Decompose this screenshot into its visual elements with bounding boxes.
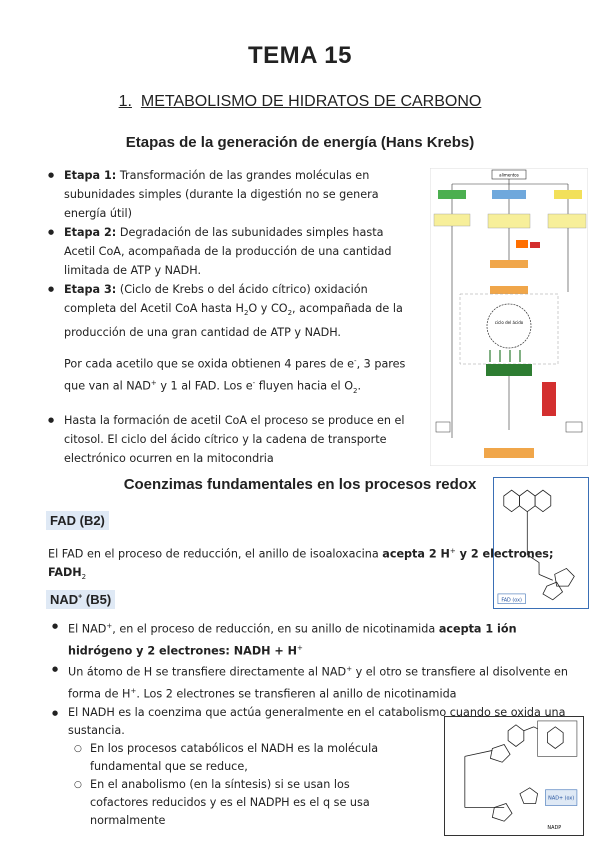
superscript: + <box>106 622 113 630</box>
superscript: + <box>130 687 137 696</box>
stage-label: Etapa 2: <box>64 226 117 239</box>
stage-text: , acompañada de la producción de una gran cantidad de ATP y NADH. <box>64 302 403 340</box>
section-label: METABOLISMO DE HIDRATOS DE CARBONO <box>140 93 482 110</box>
stage-text: (Ciclo de Krebs o del ácido cítrico) oxidación completa del Acetil CoA hasta H <box>64 283 368 315</box>
fats-box <box>554 190 582 199</box>
stage-2 <box>48 223 413 280</box>
item-text: , en el proceso de reducción, en su anillo de nicotinamida <box>112 622 439 636</box>
note-text: , 3 pares que van al NAD <box>64 357 406 393</box>
electron-transport-box <box>486 364 532 376</box>
note-text: y 1 al FAD. Los e <box>156 379 253 393</box>
nadp-label: NADP <box>547 825 562 832</box>
fatty-acids-box <box>548 214 586 228</box>
stage-3 <box>48 280 413 342</box>
acetyl-note <box>48 352 413 401</box>
note-text: . <box>357 379 362 393</box>
section-number: 1. <box>118 93 132 110</box>
waste-box <box>484 448 534 458</box>
subscript: 2 <box>287 309 293 318</box>
superscript: - <box>354 357 357 366</box>
nadh-box <box>530 242 540 248</box>
acetyl-coa-box <box>490 286 528 294</box>
nad-subitem-2: ○ En el anabolismo (en la síntesis) si se usan los cofactores reducidos y es el NADPH es el q se usa normalmente <box>52 776 402 830</box>
nad-heading <box>46 590 115 609</box>
note-text: fluyen hacia el O <box>255 379 354 393</box>
fad-paragraph <box>48 542 568 586</box>
phosphate-chain <box>465 750 504 807</box>
amino-acids-box <box>434 214 470 226</box>
metabolism-diagram <box>430 168 588 466</box>
superscript: + <box>449 547 456 555</box>
ribose-ring <box>490 745 510 763</box>
ribose-ring <box>492 804 512 822</box>
nad-heading-tail: (B5) <box>82 592 112 607</box>
adenine-ring <box>520 788 538 804</box>
stage-label: Etapa 3: <box>64 283 117 296</box>
fad-bold: y 2 electrones; FADH <box>48 547 554 579</box>
sugars-box <box>488 214 530 228</box>
nad-label: NAD+ (ox) <box>548 795 575 802</box>
subscript: 2 <box>243 309 249 318</box>
isoalloxazine-ring <box>535 490 551 512</box>
polysaccharides-box <box>492 190 526 199</box>
nad-heading-text: NAD <box>50 592 79 607</box>
item-text: y el otro se transfiere al disolvente en forma de H <box>68 666 568 701</box>
fad-text: El FAD en el proceso de reducción, el anillo de isoaloxacina <box>48 547 383 561</box>
note-text: Por cada acetilo que se oxida obtienen 4 pares de e <box>64 357 355 371</box>
section-title <box>0 93 600 111</box>
isoalloxazine-ring <box>504 490 520 512</box>
fad-bold: acepta 2 H <box>382 547 450 561</box>
stages-heading: Etapas de la generación de energía (Hans Krebs) <box>125 134 475 151</box>
superscript: + <box>297 643 303 652</box>
item-text: Un átomo de H se transfiere directamente al NAD <box>68 666 347 680</box>
pyruvate-box <box>490 260 528 268</box>
superscript: + <box>346 665 353 674</box>
item-bold: acepta 1 ión hidrógeno y 2 electrones: NADH + H <box>68 622 517 658</box>
item-text: El NAD <box>68 622 107 636</box>
fad-label: FAD (ox) <box>501 597 522 604</box>
nad-subitem-1: ○ En los procesos catabólicos el NADH es la molécula fundamental que se reduce, <box>52 740 402 776</box>
nadh-inset <box>538 721 577 756</box>
coenzymes-heading: Coenzimas fundamentales en los procesos redox <box>123 476 477 493</box>
nicotinamide-ring <box>508 725 524 747</box>
item-text: . Los 2 electrones se transfieren al anillo de nicotinamida <box>136 687 457 701</box>
isoalloxazine-ring <box>519 490 535 512</box>
cytosol-note: ● Hasta la formación de acetil CoA el proceso se produce en el citosol. El ciclo del ácido cítrico y la cadena de transporte electrónico ocurren en la mitocondria <box>48 411 413 468</box>
subscript: 2 <box>81 572 87 581</box>
page-title: TEMA 15 <box>248 42 352 69</box>
nad-item-1 <box>52 617 572 660</box>
stage-text: Transformación de las grandes moléculas en subunidades simples (durante la digestión no se genera energía útil) <box>64 169 379 220</box>
fad-heading: FAD (B2) <box>46 511 109 530</box>
proteins-box <box>438 190 466 199</box>
atp-output-box <box>542 382 556 416</box>
nad-item-3: ● El NADH es la coenzima que actúa generalmente en el catabolismo cuando se oxida una sustancia. <box>52 704 572 740</box>
superscript: + <box>150 378 157 387</box>
superscript: + <box>78 593 83 601</box>
co2-box <box>566 422 582 432</box>
nad-structure-figure <box>444 716 584 836</box>
nad-item-2 <box>52 660 572 703</box>
nh3-box <box>436 422 450 432</box>
atp-box <box>516 240 528 248</box>
subscript: 2 <box>353 386 358 395</box>
stage-text: Degradación de las subunidades simples hasta Acetil CoA, acompañada de la producción de una cantidad limitada de ATP y NADH. <box>64 226 392 277</box>
food-label: alimentos <box>499 172 519 178</box>
stage-text: O y CO <box>248 302 288 315</box>
stage-1 <box>48 166 413 223</box>
stages-list <box>48 166 413 468</box>
stage-label: Etapa 1: <box>64 169 117 182</box>
superscript: - <box>252 378 256 387</box>
cycle-label: ciclo del ácido <box>494 320 524 325</box>
